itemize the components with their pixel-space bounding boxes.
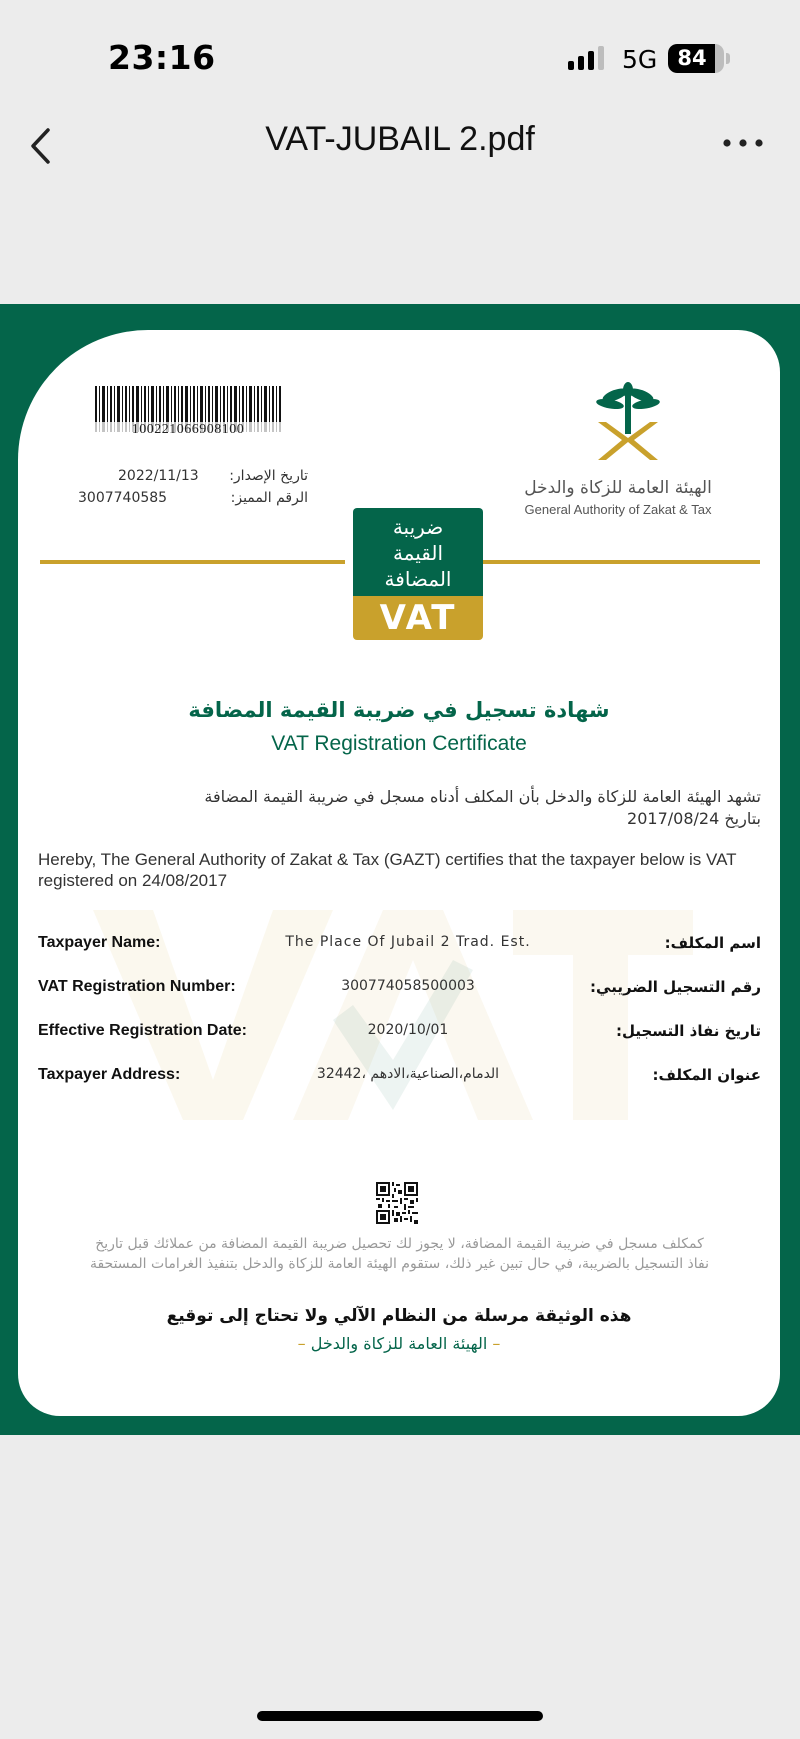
- more-horizontal-icon: [718, 128, 768, 158]
- issue-date-label: تاريخ الإصدار:: [229, 468, 308, 484]
- footer-dash-left: –: [492, 1334, 501, 1353]
- certification-text-arabic: [38, 786, 761, 830]
- battery-percent: 84: [677, 46, 707, 70]
- org-name-arabic: الهيئة العامة للزكاة والدخل: [524, 478, 712, 498]
- disclaimer-line2: نفاذ التسجيل بالضريبة، في حال تبين غير ذلك، ستقوم الهيئة العامة للزكاة والدخل بتنفيذ الغرامات المستحقة: [89, 1256, 710, 1272]
- cellular-signal-icon: [568, 46, 608, 72]
- vat-logo-badge: [353, 508, 483, 640]
- distinct-number-value: 3007740585: [78, 490, 168, 506]
- vat-badge-line3: المضافة: [384, 567, 452, 591]
- field-label-english: VAT Registration Number:: [38, 978, 236, 995]
- battery-icon: [668, 44, 724, 73]
- registration-disclaimer: [38, 1234, 761, 1274]
- distinct-number-row: [78, 490, 308, 506]
- footer-authority-name: الهيئة العامة للزكاة والدخل: [310, 1334, 488, 1353]
- field-label-arabic: عنوان المكلف:: [652, 1066, 761, 1084]
- field-value: 2020/10/01: [367, 1022, 449, 1038]
- footer-authority: [18, 1334, 780, 1353]
- barcode-number: 100221066908100: [95, 422, 281, 438]
- back-button[interactable]: [24, 120, 64, 170]
- auto-generated-notice: هذه الوثيقة مرسلة من النظام الآلي ولا تحتاج إلى توقيع: [166, 1306, 632, 1326]
- vat-badge-line1: ضريبة: [392, 515, 444, 539]
- qr-code-icon: [376, 1182, 418, 1224]
- status-bar: [0, 0, 800, 110]
- distinct-number-label: الرقم المميز:: [230, 490, 308, 506]
- vat-badge-line2: القيمة: [392, 541, 444, 565]
- pdf-page[interactable]: [0, 304, 800, 1435]
- divider-right: [460, 560, 760, 564]
- vat-badge-arabic: [353, 508, 483, 596]
- gazt-palm-logo-icon: [588, 380, 668, 466]
- taxpayer-name-row: [38, 934, 761, 960]
- issue-date-value: 2022/11/13: [118, 468, 199, 484]
- nav-bar: [0, 110, 800, 180]
- field-label-english: Effective Registration Date:: [38, 1022, 247, 1039]
- issue-date-row: [78, 468, 308, 484]
- field-label-arabic: رقم التسجيل الضريبي:: [590, 978, 761, 996]
- taxpayer-address-row: [38, 1066, 761, 1092]
- more-options-button[interactable]: [718, 128, 768, 158]
- document-title: VAT-JUBAIL 2.pdf: [265, 120, 535, 158]
- network-type: 5G: [622, 45, 658, 74]
- certification-text-arabic-line1: تشهد الهيئة العامة للزكاة والدخل بأن المكلف أدناه مسجل في ضريبة القيمة المضافة: [204, 787, 761, 806]
- field-value: 300774058500003: [341, 978, 475, 994]
- field-label-arabic: اسم المكلف:: [664, 934, 761, 952]
- vat-badge-text: VAT: [379, 598, 457, 638]
- certificate-card: [18, 330, 780, 1416]
- home-indicator[interactable]: [257, 1711, 543, 1721]
- footer-dash-right: –: [297, 1334, 306, 1353]
- status-time: 23:16: [108, 38, 216, 77]
- divider-left: [40, 560, 345, 564]
- disclaimer-line1: كمكلف مسجل في ضريبة القيمة المضافة، لا يجوز لك تحصيل ضريبة القيمة المضافة من عملائك قبل تاريخ: [95, 1236, 704, 1252]
- field-value: الدمام،الصناعية،الادهم ،32442: [316, 1066, 500, 1082]
- battery-tip: [726, 53, 730, 64]
- vat-number-row: [38, 978, 761, 1004]
- chevron-left-icon: [24, 120, 64, 170]
- certificate-title-arabic: شهادة تسجيل في ضريبة القيمة المضافة: [188, 698, 610, 722]
- field-label-english: Taxpayer Address:: [38, 1066, 181, 1083]
- field-label-english: Taxpayer Name:: [38, 934, 161, 951]
- org-name-english: General Authority of Zakat & Tax: [524, 502, 712, 517]
- field-label-arabic: تاريخ نفاذ التسجيل:: [615, 1022, 761, 1040]
- certificate-title-english: VAT Registration Certificate: [271, 732, 527, 755]
- effective-date-row: [38, 1022, 761, 1048]
- field-value: The Place Of Jubail 2 Trad. Est.: [285, 934, 531, 950]
- certification-text-english: Hereby, The General Authority of Zakat & Tax (GAZT) certifies that the taxpayer below is VAT registered on 24/08/2017: [38, 850, 737, 890]
- certification-text-arabic-line2: بتاريخ 2017/08/24: [627, 809, 761, 828]
- vat-badge-english: [353, 596, 483, 640]
